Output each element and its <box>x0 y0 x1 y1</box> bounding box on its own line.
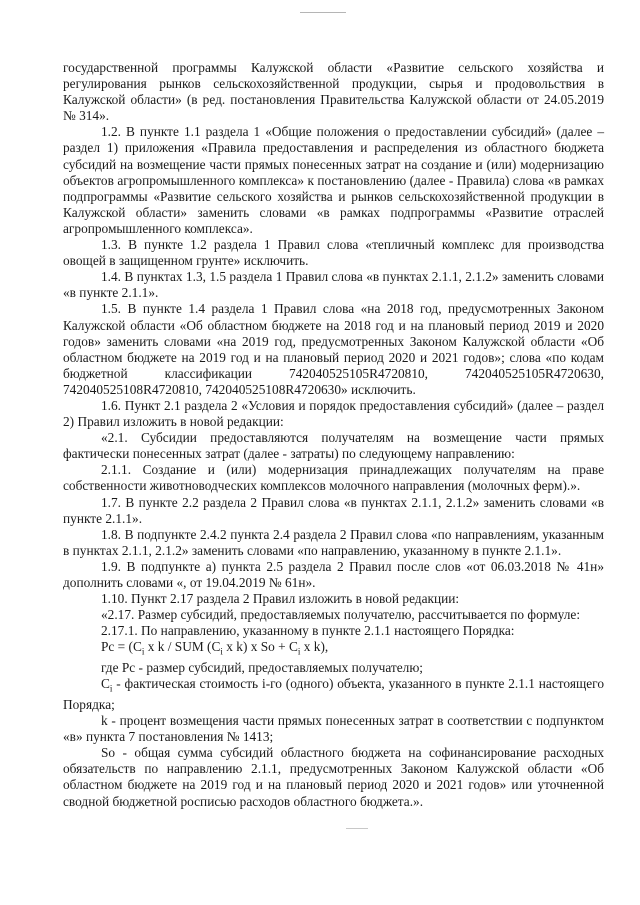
paragraph-p4 <box>63 301 604 398</box>
paragraph-p10 <box>63 559 604 591</box>
paragraph-text: где Pc - размер субсидий, предоставляемых получателю; <box>101 660 424 676</box>
paragraph-text: 1.4. В пунктах 1.3, 1.5 раздела 1 Правил слова «в пунктах 2.1.1, 2.1.2» заменить словами «в пункте 2.1.1». <box>63 269 604 301</box>
paragraph-lead-subscript: i <box>109 683 113 694</box>
paragraph-text: - фактическая стоимость i-го (одного) объекта, указанного в пункте 2.1.1 настоящего Порядка; <box>63 676 604 712</box>
paragraph-p13 <box>63 623 604 639</box>
paragraph-p5 <box>63 398 604 430</box>
paragraph-p9 <box>63 527 604 559</box>
document-body-continued <box>63 660 604 810</box>
paragraph-text: государственной программы Калужской области «Развитие сельского хозяйства и регулирования рынков сельскохозяйственной продукции, сырья и продовольствия в Калужской области» (в ред. постановления Правительства Калужской области от 24.05.2019 № 314». <box>63 60 604 124</box>
paragraph-text: 1.6. Пункт 2.1 раздела 2 «Условия и порядок предоставления субсидий» (далее – раздел 2) Правил изложить в новой редакции: <box>63 397 604 430</box>
paragraph-text: 1.10. Пункт 2.17 раздела 2 Правил изложить в новой редакции: <box>101 591 460 607</box>
paragraph-text: 1.2. В пункте 1.1 раздела 1 «Общие положения о предоставлении субсидий» (далее – раздел 1) приложения «Правила предоставления и распределения из областного бюджета субсидий на возмещение части прямых понесенных затрат на создание и (или) модернизацию объектов агропромышленного комплекса» к постановлению (далее - Правила) слова «в рамках подпрограммы «Развитие сельского хозяйства и рынков сельскохозяйственной продукции в Калужской области» заменить словами «в рамках подпрограммы «Развитие отраслей агропромышленного комплекса». <box>63 124 604 236</box>
paragraph-p3 <box>63 269 604 301</box>
paragraph-text: «2.17. Размер субсидий, предоставляемых получателю, рассчитывается по формуле: <box>101 607 581 623</box>
paragraph-p2 <box>63 237 604 269</box>
scan-mark-bottom <box>346 828 368 829</box>
paragraph-q0 <box>63 660 604 676</box>
paragraph-text: 1.7. В пункте 2.2 раздела 2 Правил слова «в пунктах 2.1.1, 2.1.2» заменить словами «в пункте 2.1.1». <box>63 494 604 526</box>
paragraph-text: 1.8. В подпункте 2.4.2 пункта 2.4 раздела 2 Правил слова «по направлениям, указанным в пунктах 2.1.1, 2.1.2» заменить словами «по направлению, указанному в пункте 2.1.1». <box>63 526 604 558</box>
paragraph-p1 <box>63 124 604 237</box>
subsidy-formula: $Pc = (C_i$ x k / SUM ($C_i$ x k) x $So + C_i$ x k), <box>101 639 329 658</box>
paragraph-q2 <box>63 713 604 745</box>
paragraph-q3 <box>63 745 604 809</box>
paragraph-text: 2.17.1. По направлению, указанному в пункте 2.1.1 настоящего Порядка: <box>101 623 515 639</box>
paragraph-p8 <box>63 495 604 527</box>
paragraph-text: 1.5. В пункте 1.4 раздела 1 Правил слова «на 2018 год, предусмотренных Законом Калужской области «Об областном бюджете на 2018 год и на плановый период 2019 и 2020 годов» заменить словами «на 2019 год, предусмотренных Законом Калужской области «Об областном бюджете на 2019 год и на плановый период 2020 и 2021 годов»; слова «по кодам бюджетной классификации 742040525105R4720810, 742040525105R4720630, 742040525108R4720810, 742040525108R4720630» исключить. <box>63 301 604 397</box>
paragraph-text: So - общая сумма субсидий областного бюджета на софинансирование расходных обязательств по направлению 2.1.1, предусмотренных Законом Калужской области «Об областном бюджете на 2019 год и на плановый период 2020 и 2021 годов» или уточненной сводной бюджетной росписью расходов областного бюджета.». <box>63 745 604 809</box>
paragraph-text: «2.1. Субсидии предоставляются получателям на возмещение части прямых фактически понесенных затрат (далее - затраты) по следующему направлению: <box>63 430 604 462</box>
paragraph-text: k - процент возмещения части прямых понесенных затрат в соответствии с подпунктом «в» пункта 7 постановления № 1413; <box>63 713 604 745</box>
scan-mark <box>300 12 346 13</box>
paragraph-p11 <box>63 591 604 607</box>
document-body <box>63 60 604 639</box>
paragraph-p0 <box>63 60 604 124</box>
paragraph-p6 <box>63 430 604 462</box>
paragraph-p7 <box>63 462 604 494</box>
paragraph-q1 <box>63 676 604 713</box>
paragraph-text: 2.1.1. Создание и (или) модернизация принадлежащих получателям на праве собственности животноводческих комплексов молочного направления (молочных ферм).». <box>63 462 604 494</box>
paragraph-lead: C <box>101 676 110 692</box>
paragraph-p12 <box>63 607 604 623</box>
paragraph-text: 1.3. В пункте 1.2 раздела 1 Правил слова «тепличный комплекс для производства овощей в защищенном грунте» исключить. <box>63 237 604 269</box>
paragraph-text: 1.9. В подпункте а) пункта 2.5 раздела 2 Правил после слов «от 06.03.2018 № 41н» дополнить словами «, от 19.04.2019 № 61н». <box>63 558 604 590</box>
